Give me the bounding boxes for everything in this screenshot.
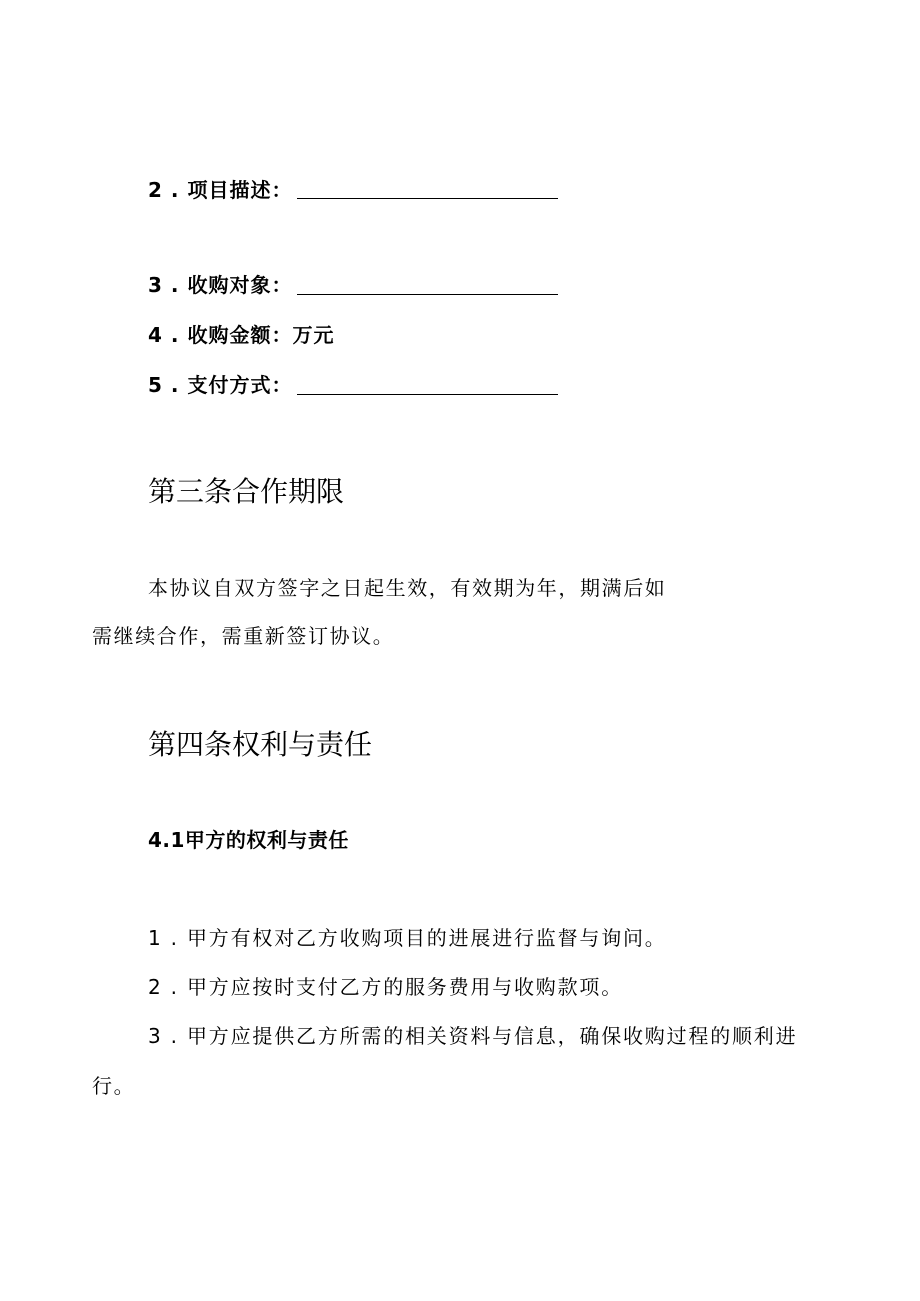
section-heading-rights-responsibilities: 第四条权利与责任 (148, 728, 373, 761)
list-item-continuation: 行。 (92, 1074, 136, 1098)
blank-underline-acquisition-target (297, 294, 558, 295)
section-heading-cooperation-term: 第三条合作期限 (148, 475, 345, 508)
paragraph-line: 本协议自双方签字之日起生效，有效期为年，期满后如 (148, 576, 667, 600)
list-item: 2 . 甲方应按时支付乙方的服务费用与收购款项。 (148, 975, 623, 999)
list-item: 1 . 甲方有权对乙方收购项目的进展进行监督与询问。 (148, 926, 667, 950)
subsection-heading: 4.1甲方的权利与责任 (148, 828, 349, 852)
field-acquisition-target: 3 . 收购对象： (148, 273, 293, 297)
list-item: 3 . 甲方应提供乙方所需的相关资料与信息，确保收购过程的顺利进 (148, 1024, 798, 1048)
blank-underline-payment-method (297, 394, 558, 395)
field-payment-method: 5 . 支付方式： (148, 373, 293, 397)
blank-underline-project-description (297, 198, 558, 199)
field-project-description: 2 . 项目描述： (148, 178, 293, 202)
field-acquisition-amount: 4 . 收购金额：万元 (148, 323, 335, 347)
paragraph-line: 需继续合作，需重新签订协议。 (92, 624, 395, 648)
